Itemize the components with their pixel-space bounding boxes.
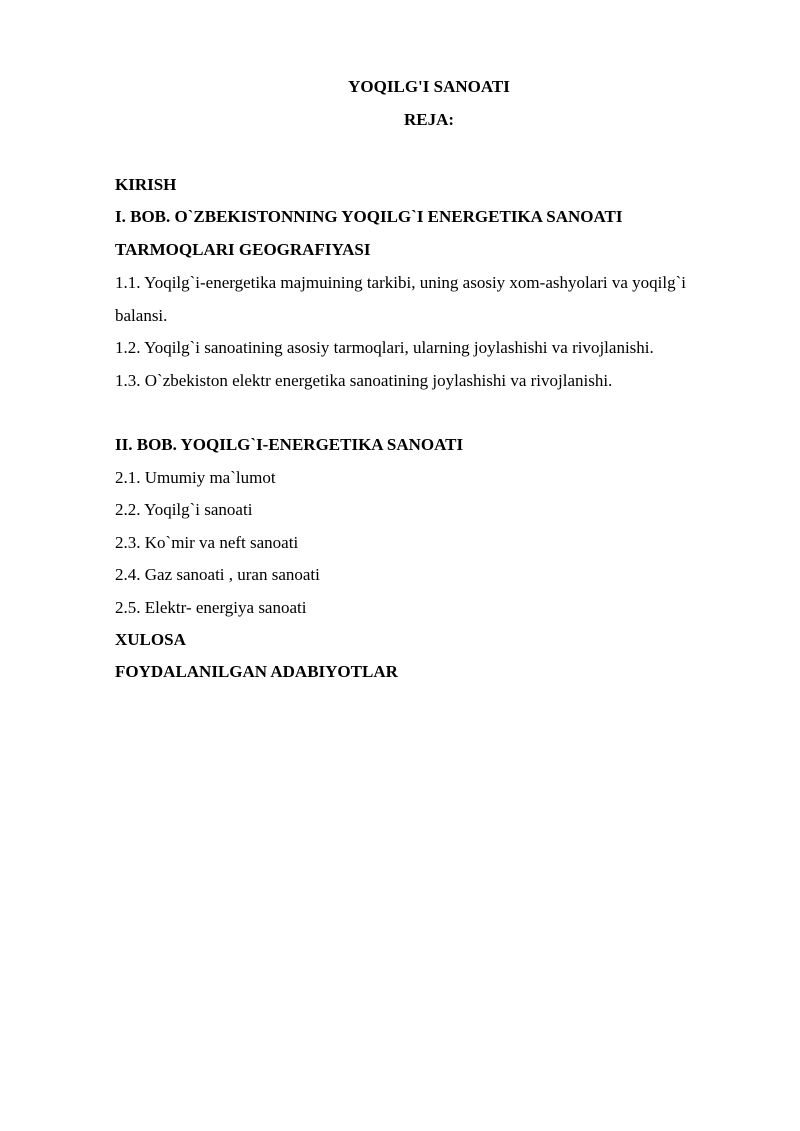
- chapter1-heading-line1: I. BOB. O`ZBEKISTONNING YOQILG`I ENERGETIKA SANOATI: [115, 207, 623, 226]
- item-2-2: 2.2. Yoqilg`i sanoati: [115, 500, 253, 519]
- conclusion-heading: XULOSA: [115, 630, 186, 649]
- item-2-3: 2.3. Ko`mir va neft sanoati: [115, 533, 299, 552]
- intro-heading: KIRISH: [115, 175, 177, 194]
- item-1-1-line2: balansi.: [115, 306, 168, 325]
- document-title: YOQILG'I SANOATI: [348, 77, 510, 96]
- chapter2-heading: II. BOB. YOQILG`I-ENERGETIKA SANOATI: [115, 435, 464, 454]
- chapter1-heading-line2: TARMOQLARI GEOGRAFIYASI: [115, 240, 371, 259]
- item-1-3: 1.3. O`zbekiston elektr energetika sanoatining joylashishi va rivojlanishi.: [115, 371, 613, 390]
- item-1-1-line1: 1.1. Yoqilg`i-energetika majmuining tarkibi, uning asosiy xom-ashyolari va yoqilg`i: [115, 273, 687, 292]
- item-2-5: 2.5. Elektr- energiya sanoati: [115, 598, 307, 617]
- references-heading: FOYDALANILGAN ADABIYOTLAR: [115, 662, 398, 681]
- item-1-2: 1.2. Yoqilg`i sanoatining asosiy tarmoqlari, ularning joylashishi va rivojlanishi.: [115, 338, 654, 357]
- item-2-4: 2.4. Gaz sanoati , uran sanoati: [115, 565, 320, 584]
- item-2-1: 2.1. Umumiy ma`lumot: [115, 468, 276, 487]
- document-subtitle: REJA:: [403, 110, 455, 129]
